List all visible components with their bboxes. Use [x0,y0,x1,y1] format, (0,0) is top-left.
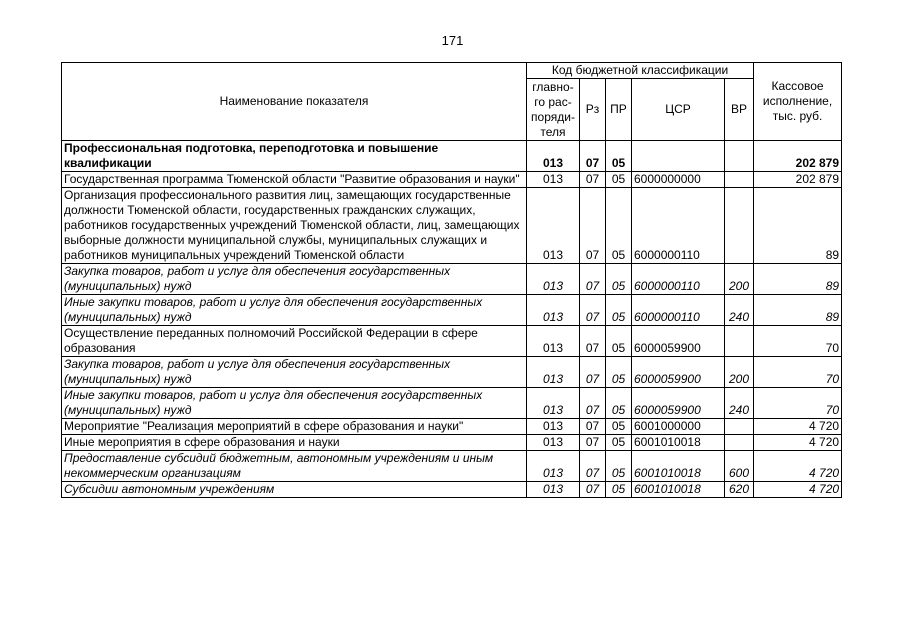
row-glavn: 013 [527,172,580,188]
row-csr: 6000000000 [632,172,725,188]
row-amount: 70 [754,388,842,419]
row-vr: 200 [725,264,754,295]
page-number: 171 [441,33,464,48]
row-csr: 6000000110 [632,188,725,264]
row-csr: 6000000110 [632,295,725,326]
row-glavn: 013 [527,482,580,498]
table-row [62,172,842,188]
row-rz: 07 [580,141,606,172]
row-amount: 89 [754,295,842,326]
table-row [62,326,842,357]
row-glavn: 013 [527,357,580,388]
table-row [62,419,842,435]
row-rz: 07 [580,435,606,451]
row-pr: 05 [606,482,632,498]
table-row [62,141,842,172]
row-name: Закупка товаров, работ и услуг для обеспечения государственных (муниципальных) нужд [62,357,527,388]
row-vr: 240 [725,295,754,326]
header-code-group: Код бюджетной классификации [527,63,754,79]
row-amount: 89 [754,188,842,264]
row-csr: 6001010018 [632,482,725,498]
row-vr [725,172,754,188]
row-glavn: 013 [527,435,580,451]
row-csr: 6000059900 [632,326,725,357]
row-vr [725,188,754,264]
row-rz: 07 [580,451,606,482]
row-name: Организация профессионального развития лиц, замещающих государственные должности Тюменской области, государственных гражданских служащих, работников государственных учреждений Тюменской области, лиц, замещающих выборные должности муниципальной службы, муниципальных служащих и работников муниципальных учреждений Тюменской области [62,188,527,264]
header-glavn: главно-го рас-поряди-теля [527,79,580,141]
row-glavn: 013 [527,141,580,172]
table-row [62,357,842,388]
row-amount: 202 879 [754,141,842,172]
table-row [62,295,842,326]
row-rz: 07 [580,419,606,435]
row-glavn: 013 [527,188,580,264]
row-pr: 05 [606,419,632,435]
row-rz: 07 [580,482,606,498]
table-row [62,264,842,295]
row-amount: 89 [754,264,842,295]
row-pr: 05 [606,264,632,295]
row-amount: 70 [754,326,842,357]
row-name: Иные закупки товаров, работ и услуг для обеспечения государственных (муниципальных) нужд [62,388,527,419]
row-rz: 07 [580,188,606,264]
row-glavn: 013 [527,419,580,435]
row-name: Закупка товаров, работ и услуг для обеспечения государственных (муниципальных) нужд [62,264,527,295]
header-csr: ЦСР [632,79,725,141]
row-vr: 200 [725,357,754,388]
row-rz: 07 [580,295,606,326]
row-glavn: 013 [527,388,580,419]
table-row [62,482,842,498]
row-name: Предоставление субсидий бюджетным, автономным учреждениям и иным некоммерческим организациям [62,451,527,482]
row-name: Субсидии автономным учреждениям [62,482,527,498]
row-csr: 6000059900 [632,388,725,419]
row-amount: 202 879 [754,172,842,188]
row-pr: 05 [606,172,632,188]
row-pr: 05 [606,188,632,264]
row-pr: 05 [606,295,632,326]
row-rz: 07 [580,388,606,419]
header-amount: Кассовое исполнение, тыс. руб. [754,63,842,141]
row-csr: 6001010018 [632,451,725,482]
row-csr: 6000059900 [632,357,725,388]
row-vr [725,435,754,451]
row-vr [725,419,754,435]
row-glavn: 013 [527,451,580,482]
row-pr: 05 [606,388,632,419]
table-row [62,435,842,451]
row-amount: 4 720 [754,482,842,498]
row-rz: 07 [580,326,606,357]
row-name: Государственная программа Тюменской области "Развитие образования и науки" [62,172,527,188]
row-amount: 4 720 [754,419,842,435]
row-csr: 6000000110 [632,264,725,295]
row-vr [725,326,754,357]
row-name: Мероприятие "Реализация мероприятий в сфере образования и науки" [62,419,527,435]
row-amount: 4 720 [754,435,842,451]
row-vr [725,141,754,172]
row-csr: 6001000000 [632,419,725,435]
row-name: Иные закупки товаров, работ и услуг для обеспечения государственных (муниципальных) нужд [62,295,527,326]
row-rz: 07 [580,357,606,388]
row-glavn: 013 [527,326,580,357]
table-body [62,141,842,498]
table-row [62,388,842,419]
row-vr: 620 [725,482,754,498]
header-vr: ВР [725,79,754,141]
row-rz: 07 [580,172,606,188]
row-amount: 70 [754,357,842,388]
header-rz: Рз [580,79,606,141]
row-vr: 240 [725,388,754,419]
row-name: Иные мероприятия в сфере образования и науки [62,435,527,451]
row-pr: 05 [606,357,632,388]
table-header [62,63,842,141]
row-name: Профессиональная подготовка, переподготовка и повышение квалификации [62,141,527,172]
header-pr: ПР [606,79,632,141]
row-glavn: 013 [527,295,580,326]
header-name: Наименование показателя [62,63,527,141]
row-pr: 05 [606,435,632,451]
row-pr: 05 [606,451,632,482]
budget-table [61,62,842,498]
row-vr: 600 [725,451,754,482]
table-row [62,188,842,264]
row-pr: 05 [606,141,632,172]
row-amount: 4 720 [754,451,842,482]
row-name: Осуществление переданных полномочий Российской Федерации в сфере образования [62,326,527,357]
row-rz: 07 [580,264,606,295]
table-row [62,451,842,482]
row-csr [632,141,725,172]
row-pr: 05 [606,326,632,357]
row-csr: 6001010018 [632,435,725,451]
row-glavn: 013 [527,264,580,295]
